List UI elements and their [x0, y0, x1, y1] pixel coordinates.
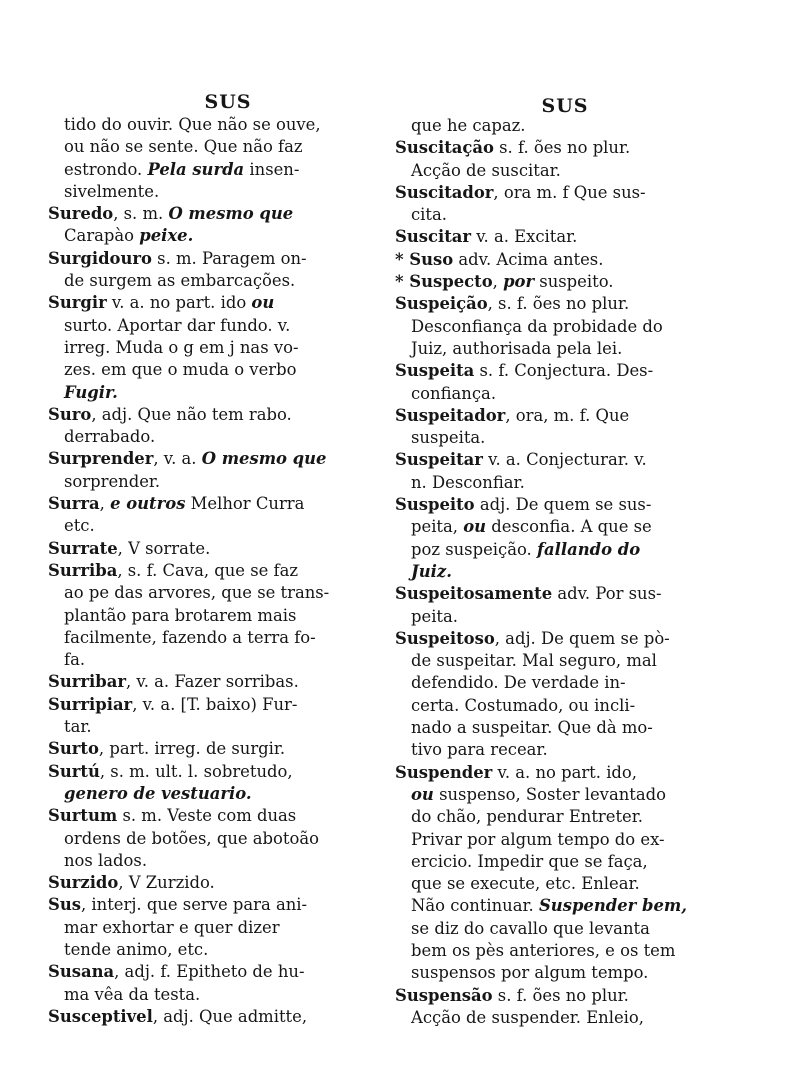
entry-headword-line: Surripiar, v. a. [T. baixo) Fur- — [48, 694, 298, 714]
left-column — [48, 0, 388, 1028]
entry-continuation-line: ma vêa da testa. — [64, 984, 201, 1004]
entry-headword-line: Suscitar v. a. Excitar. — [395, 227, 578, 247]
entry-headword-line: Suspensão s. f. ões no plur. — [395, 985, 629, 1005]
entry-continuation-line: genero de vestuario. — [64, 783, 252, 803]
entry-continuation-line: suspensos por algum tempo. — [411, 963, 649, 983]
entry-headword-line: Surribar, v. a. Fazer sorribas. — [48, 672, 299, 692]
entry-headword-line: Suspeitar v. a. Conjecturar. v. — [395, 450, 647, 470]
entry-continuation-line: sorprender. — [64, 471, 161, 491]
entry-headword-line: Suscitação s. f. ões no plur. — [395, 138, 631, 158]
entry-continuation-line: etc. — [64, 516, 95, 536]
entry-continuation-line: zes. em que o muda o verbo — [64, 360, 297, 380]
entry-headword-line: Surra, e outros Melhor Curra — [48, 494, 305, 514]
entry-continuation-line: irreg. Muda o g em j nas vo- — [64, 337, 299, 357]
entry-headword-line: Surto, part. irreg. de surgir. — [48, 739, 286, 759]
entry-continuation-line: nado a suspeitar. Que dà mo- — [411, 718, 653, 738]
entry-continuation-line: n. Desconfiar. — [411, 472, 525, 492]
entry-headword-line: Surgir v. a. no part. ido ou — [48, 293, 275, 313]
entry-continuation-line: Desconfiança da probidade do — [411, 316, 663, 336]
entry-continuation-line: fa. — [64, 650, 86, 670]
entry-headword-line: Suspender v. a. no part. ido, — [395, 762, 638, 782]
entry-continuation-line: plantão para brotarem mais — [64, 605, 297, 625]
entry-continuation-line: peita. — [411, 606, 459, 626]
entry-headword-line: * Suso adv. Acima antes. — [395, 249, 604, 269]
entry-continuation-line: de surgem as embarcações. — [64, 271, 296, 291]
entry-headword-line: Suspeitosamente adv. Por sus- — [395, 584, 662, 604]
entry-headword-line: Suscitador, ora m. f Que sus- — [395, 182, 646, 202]
right-running-header: SUS — [541, 95, 589, 117]
entry-continuation-line: Privar por algum tempo do ex- — [411, 829, 665, 849]
entry-headword-line: Suspeita s. f. Conjectura. Des- — [395, 361, 654, 381]
entry-continuation-line: peita, ou desconfia. A que se — [411, 517, 652, 537]
entry-continuation-line: derrabado. — [64, 427, 156, 447]
entry-continuation-line: que he capaz. — [411, 116, 526, 135]
entry-headword-line: Suspeitoso, adj. De quem se pò- — [395, 628, 670, 648]
entry-continuation-line: tivo para recear. — [411, 740, 548, 760]
entry-continuation-line: de suspeitar. Mal seguro, mal — [411, 651, 657, 671]
entry-continuation-line: se diz do cavallo que levanta — [411, 918, 650, 938]
entry-continuation-line: Carapào peixe. — [64, 226, 194, 246]
entry-continuation-line: do chão, pendurar Entreter. — [411, 807, 643, 827]
entry-headword-line: Surtú, s. m. ult. l. sobretudo, — [48, 761, 293, 781]
entry-headword-line: Suro, adj. Que não tem rabo. — [48, 404, 292, 424]
entry-continuation-line: ao pe das arvores, que se trans- — [64, 583, 330, 603]
entry-headword-line: Surprender, v. a. O mesmo que — [48, 449, 327, 469]
entry-continuation-line: sivelmente. — [64, 181, 160, 201]
entry-continuation-line: tende animo, etc. — [64, 939, 209, 959]
entry-headword-line: Suspeito adj. De quem se sus- — [395, 495, 652, 515]
entry-headword-line: * Suspecto, por suspeito. — [395, 272, 614, 292]
entry-headword-line: Suspeitador, ora, m. f. Que — [395, 405, 630, 425]
entry-headword-line: Suspeição, s. f. ões no plur. — [395, 294, 630, 314]
entry-headword-line: Suredo, s. m. O mesmo que — [48, 204, 294, 224]
entry-continuation-line: confiança. — [411, 383, 497, 403]
entry-continuation-line: Juiz, authorisada pela lei. — [411, 338, 623, 358]
entry-continuation-line: ercicio. Impedir que se faça, — [411, 851, 648, 871]
entry-continuation-line: ou não se sente. Que não faz — [64, 137, 303, 157]
entry-continuation-line: ou suspenso, Soster levantado — [411, 784, 666, 804]
entry-headword-line: Surtum s. m. Veste com duas — [48, 806, 297, 826]
entry-continuation-line: Acção de suspender. Enleio, — [411, 1007, 645, 1027]
entry-continuation-line: bem os pès anteriores, e os tem — [411, 940, 676, 960]
entry-continuation-line: nos lados. — [64, 850, 148, 870]
entry-continuation-line: Juiz. — [411, 561, 452, 581]
entry-continuation-line: poz suspeição. fallando do — [411, 539, 641, 559]
entry-continuation-line: ordens de botões, que abotoão — [64, 828, 320, 848]
entry-headword-line: Susceptivel, adj. Que admitte, — [48, 1006, 308, 1026]
right-column — [395, 0, 735, 1029]
entry-continuation-line: Acção de suscitar. — [411, 160, 561, 180]
entry-continuation-line: cita. — [411, 205, 447, 225]
entry-continuation-line: certa. Costumado, ou incli- — [411, 695, 636, 715]
entry-continuation-line: facilmente, fazendo a terra fo- — [64, 627, 316, 647]
entry-continuation-line: estrondo. Pela surda insen- — [64, 159, 300, 179]
entry-continuation-line: tar. — [64, 717, 92, 737]
entry-continuation-line: tido do ouvir. Que não se ouve, — [64, 115, 321, 134]
entry-headword-line: Surrate, V sorrate. — [48, 538, 211, 558]
entry-continuation-line: defendido. De verdade in- — [411, 673, 626, 693]
entry-headword-line: Surriba, s. f. Cava, que se faz — [48, 560, 299, 580]
entry-continuation-line: que se execute, etc. Enlear. — [411, 874, 640, 894]
entry-continuation-line: mar exhortar e quer dizer — [64, 917, 280, 937]
entry-continuation-line: surto. Aportar dar fundo. v. — [64, 315, 291, 335]
right-entries — [395, 115, 735, 1029]
entry-headword-line: Sus, interj. que serve para ani- — [48, 895, 308, 915]
entry-continuation-line: Não continuar. Suspender bem, — [411, 896, 687, 916]
entry-continuation-line: suspeita. — [411, 428, 486, 448]
left-running-header: SUS — [204, 91, 252, 113]
entry-headword-line: Susana, adj. f. Epitheto de hu- — [48, 962, 305, 982]
left-entries — [48, 114, 388, 1028]
entry-headword-line: Surzido, V Zurzido. — [48, 873, 215, 893]
entry-headword-line: Surgidouro s. m. Paragem on- — [48, 248, 307, 268]
entry-continuation-line: Fugir. — [64, 382, 118, 402]
